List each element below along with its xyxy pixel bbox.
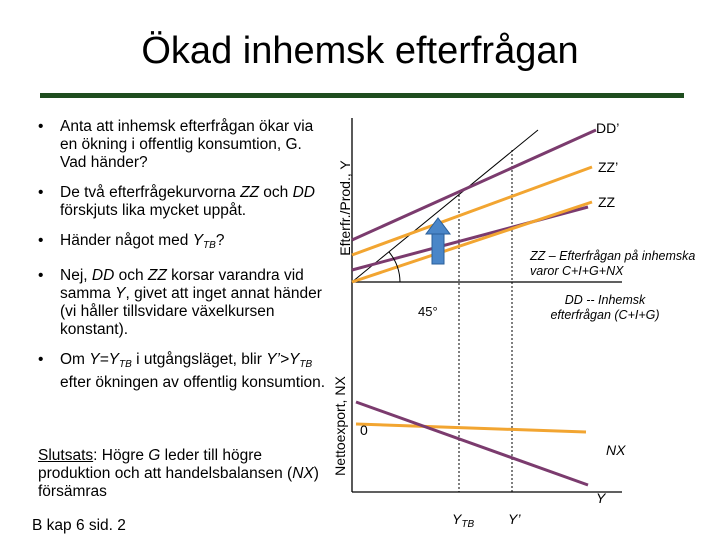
text-part: Y’>Y [266,351,300,368]
text-part: G [148,447,161,464]
bullet-1-text: Anta att inhemsk efterfrågan ökar via en ökning i offentlig konsumtion, G. Vad händer? [60,118,314,171]
text-part: : Högre [93,447,149,464]
text-part: Nej, [60,267,92,284]
text-part: Y [452,511,462,527]
nx-label: NX [606,442,626,458]
text-part: Y [192,232,204,249]
yprime-tick-label: Y’ [508,511,521,527]
dd-prime-curve [352,130,596,240]
text-part: ZZ [240,184,259,201]
text-part: leder till högre produktion och att handelsbalansen ( [38,447,293,482]
text-part: DD [292,184,315,201]
text-part: Händer något med [60,232,193,249]
ytb-tick-label [452,511,474,530]
bullet-dot: • [38,184,44,201]
text-part: TB [203,240,216,251]
nx-curve [356,402,588,485]
text-part: NX [292,465,314,482]
x-axis-label: Y [596,490,606,506]
bullet-dot: • [38,118,44,135]
text-part: TB [119,359,132,370]
text-part: De två efterfrågekurvorna [60,184,241,201]
text-part: förskjuts lika mycket uppåt. [60,202,247,219]
bullet-dot: • [38,232,44,249]
text-part: och [114,267,148,284]
text-part: TB [461,519,475,530]
text-part: TB [299,359,313,370]
text-part: DD [91,267,115,284]
nx-curve-original [356,424,586,432]
text-part: efter ökningen av offentlig konsumtion. [60,374,326,391]
dd-note: DD -- Inhemsk efterfrågan (C+I+G) [550,293,660,322]
text-part: i utgångsläget, blir [131,351,267,368]
text-part: Y=Y [89,351,120,368]
conclusion-label: Slutsats [38,447,94,464]
text-part: korsar varandra vid samma [60,267,304,302]
text-part: Om [60,351,90,368]
text-part: ) försämras [38,465,319,500]
zero-label: 0 [360,422,368,438]
y-axis-label-bottom: Nettoexport, NX [332,376,348,476]
text-part: ZZ [147,267,167,284]
text-part: , givet att inget annat händer (vi håller tillsvidare växelkursen konstant). [60,285,322,338]
dd-prime-label: DD’ [596,120,620,136]
text-part: ? [215,232,225,249]
arrow-shaft [432,232,444,264]
zz-note: ZZ – Efterfrågan på inhemska varor C+I+G+NX [530,249,696,278]
y-axis-label-top: Efterfr./Prod., Y [337,160,353,256]
angle-label: 45° [418,304,438,319]
45-degree-line [352,130,538,282]
footer-source: B kap 6 sid. 2 [32,517,126,534]
bullet-dot: • [38,267,44,284]
page-title: Ökad inhemsk efterfrågan [141,30,579,72]
text-part: Y [115,285,126,302]
bullet-dot: • [38,351,44,368]
zz-label: ZZ [598,194,616,210]
text-part: och [259,184,293,201]
zz-prime-label: ZZ’ [598,159,619,175]
